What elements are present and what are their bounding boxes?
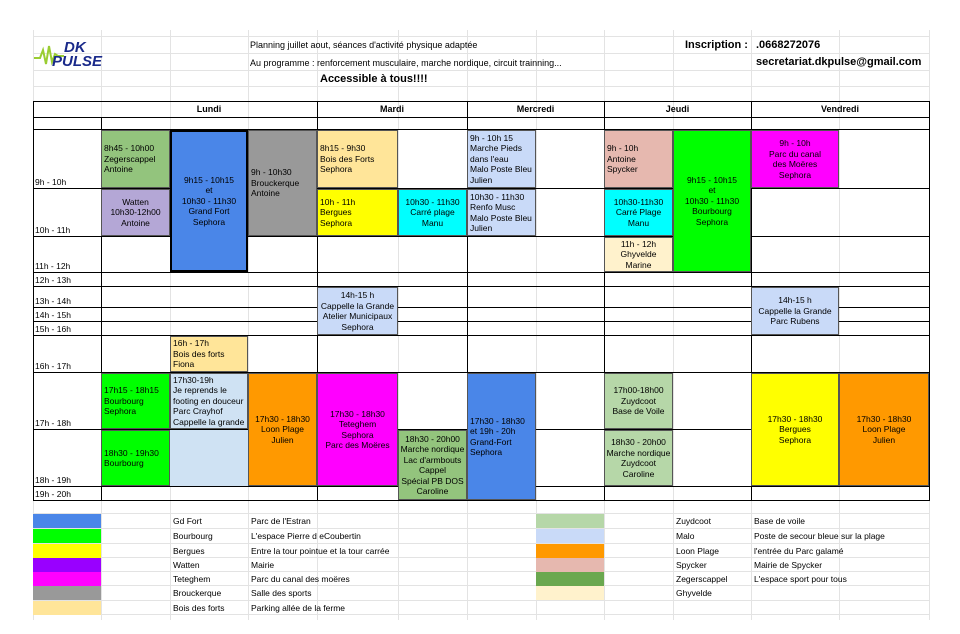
legend-swatch [33, 586, 101, 600]
legend-swatch [33, 572, 101, 586]
time-label: 18h - 19h [35, 475, 71, 485]
event-zuydcoot-marche[interactable]: 18h30 - 20h00 Marche nordique Zuydcoot Caroline [604, 430, 673, 486]
event-loon-plage-vendredi[interactable]: 17h30 - 18h30 Loon Plage Julien [839, 373, 929, 486]
legend-name: Watten [173, 560, 200, 570]
legend-place: Parking allée de la ferme [251, 603, 346, 613]
legend-swatch [33, 529, 101, 543]
legend-name: Malo [676, 531, 695, 541]
phone-number: .0668272076 [756, 39, 821, 51]
day-header-jeudi: Jeudi [665, 104, 690, 114]
time-label: 16h - 17h [35, 361, 71, 371]
legend-swatch [536, 544, 604, 558]
legend-place: Base de voile [754, 516, 806, 526]
event-teteghem[interactable]: 17h30 - 18h30 Teteghem Sephora Parc des Moëres [317, 373, 398, 486]
legend-swatch [536, 558, 604, 572]
logo-text-pulse: PULSE [52, 53, 103, 70]
event-bergues-vendredi[interactable]: 17h30 - 18h30 Bergues Sephora [751, 373, 839, 486]
legend-place: Salle des sports [251, 588, 312, 598]
time-label: 19h - 20h [35, 489, 71, 499]
legend-place: Mairie [251, 560, 275, 570]
legend-name: Brouckerque [173, 588, 222, 598]
legend-swatch [536, 529, 604, 543]
event-zuydcoot-voile[interactable]: 17h00-18h00 Zuydcoot Base de Voile [604, 373, 673, 429]
inscription-label: Inscription : [685, 39, 748, 51]
legend-place: Parc de l'Estran [251, 516, 311, 526]
legend-swatch [33, 558, 101, 572]
legend-swatch [536, 572, 604, 586]
program-text: Au programme : renforcement musculaire, marche nordique, circuit trainning... [250, 58, 562, 68]
legend-swatch [33, 601, 101, 615]
time-label: 11h - 12h [35, 261, 71, 271]
legend-place: Poste de secour bleue sur la plage [754, 531, 885, 541]
legend-place: Entre la tour pointue et la tour carrée [251, 546, 390, 556]
time-label: 10h - 11h [35, 225, 71, 235]
legend-place: L'espace Pierre d eCoubertin [251, 531, 361, 541]
dk-pulse-logo [34, 38, 104, 72]
event-parc-canal-moeres[interactable]: 9h - 10h Parc du canal des Moëres Sephora [751, 130, 839, 188]
legend-swatch [536, 586, 604, 600]
event-carre-plage-jeudi[interactable]: 10h30-11h30 Carré Plage Manu [604, 189, 673, 236]
day-header-mercredi: Mercredi [516, 104, 555, 114]
legend-place: Parc du canal des moëres [251, 574, 350, 584]
legend-place: l'entrée du Parc galamé [754, 546, 844, 556]
time-label: 14h - 15h [35, 310, 71, 320]
legend-name: Loon Plage [676, 546, 720, 556]
event-footing-cappelle[interactable]: 17h30-19h Je reprends le footing en douceur Parc Crayhof Cappelle la grande [170, 373, 248, 429]
event-cappelle-atelier[interactable]: 14h-15 h Cappelle la Grande Atelier Municipaux Sephora [317, 287, 398, 335]
legend-name: Zuydcoot [676, 516, 711, 526]
legend-swatch [33, 544, 101, 558]
legend-name: Bois des forts [173, 603, 225, 613]
legend-name: Teteghem [173, 574, 211, 584]
event-bourbourg-jeudi[interactable]: 9h15 - 10h15 et 10h30 - 11h30 Bourbourg Sephora [673, 130, 751, 272]
event-spycker[interactable]: 9h - 10h Antoine Spycker [604, 130, 673, 188]
planning-title: Planning juillet aout, séances d'activité physique adaptée [250, 40, 478, 50]
event-grand-fort-lundi[interactable]: 9h15 - 10h15 et 10h30 - 11h30 Grand Fort Sephora [170, 130, 248, 272]
day-header-vendredi: Vendredi [820, 104, 859, 114]
time-label: 13h - 14h [35, 296, 71, 306]
event-watten[interactable]: Watten 10h30-12h00 Antoine [101, 189, 170, 236]
legend-name: Bourbourg [173, 531, 213, 541]
legend-swatch [33, 514, 101, 528]
accessible-text: Accessible à tous!!!! [320, 73, 428, 85]
legend-name: Bergues [173, 546, 205, 556]
legend-name: Spycker [676, 560, 707, 570]
legend-swatch [536, 514, 604, 528]
event-brouckerque[interactable]: 9h - 10h30 Brouckerque Antoine [248, 130, 317, 236]
event-marche-nordique-armbouts[interactable]: 18h30 - 20h00 Marche nordique Lac d'armbouts Cappel Spécial PB DOS Caroline [398, 430, 467, 500]
logo-text-dk: DK [64, 39, 86, 56]
event-loon-plage-lundi[interactable]: 17h30 - 18h30 Loon Plage Julien [248, 373, 317, 486]
legend-place: L'espace sport pour tous [754, 574, 847, 584]
legend-name: Zegerscappel [676, 574, 728, 584]
event-bourbourg-1715[interactable]: 17h15 - 18h15 Bourbourg Sephora [101, 373, 170, 429]
event-cappelle-parc-rubens[interactable]: 14h-15 h Cappelle la Grande Parc Rubens [751, 287, 839, 335]
event-bois-des-forts-lundi[interactable]: 16h - 17h Bois des forts Fiona [170, 336, 248, 372]
time-label: 12h - 13h [35, 275, 71, 285]
event-bois-des-forts-mardi[interactable]: 8h15 - 9h30 Bois des Forts Sephora [317, 130, 398, 188]
time-label: 15h - 16h [35, 324, 71, 334]
time-label: 17h - 18h [35, 418, 71, 428]
legend-place: Mairie de Spycker [754, 560, 823, 570]
event-bourbourg-1830[interactable]: 18h30 - 19h30 Bourbourg [101, 430, 170, 486]
event-grand-fort-mercredi[interactable]: 17h30 - 18h30 et 19h - 20h Grand-Fort Sephora [467, 373, 536, 500]
event-renfo-musc[interactable]: 10h30 - 11h30 Renfo Musc Malo Poste Bleu Julien [467, 189, 536, 236]
event-footing-cappelle-extension [170, 430, 248, 486]
event-zegerscappel[interactable]: 8h45 - 10h00 Zegerscappel Antoine [101, 130, 170, 188]
event-carre-plage-mardi[interactable]: 10h30 - 11h30 Carré plage Manu [398, 189, 467, 236]
time-label: 9h - 10h [35, 177, 67, 187]
event-ghyvelde[interactable]: 11h - 12h Ghyvelde Marine [604, 237, 673, 272]
email-address: secretariat.dkpulse@gmail.com [756, 56, 922, 68]
legend-name: Gd Fort [173, 516, 202, 526]
day-header-lundi: Lundi [196, 104, 222, 114]
legend-name: Ghyvelde [676, 588, 712, 598]
event-marche-pieds-eau[interactable]: 9h - 10h 15 Marche Pieds dans l'eau Malo Poste Bleu Julien [467, 130, 536, 188]
event-bergues-mardi[interactable]: 10h - 11h Bergues Sephora [317, 189, 398, 236]
day-header-mardi: Mardi [379, 104, 404, 114]
